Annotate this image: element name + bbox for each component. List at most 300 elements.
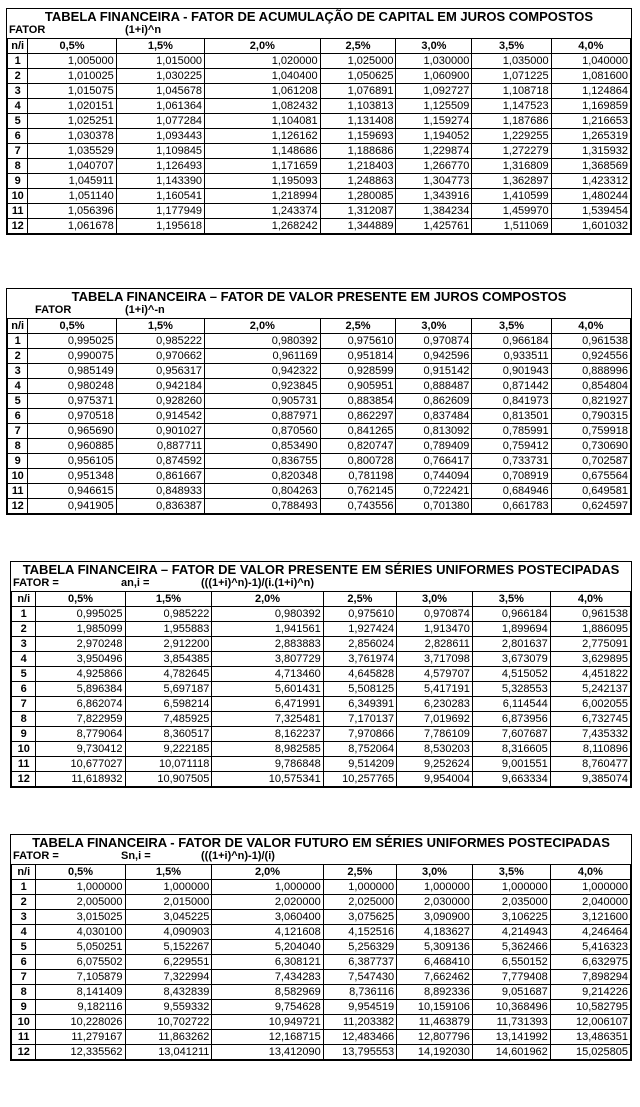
factor-cell: 1,005000 [28, 54, 116, 69]
factor-cell: 7,170137 [323, 712, 396, 727]
factor-cell: 1,266770 [396, 159, 472, 174]
table-frame [10, 834, 632, 1061]
factor-cell: 0,813501 [472, 409, 551, 424]
factor-cell: 0,883854 [320, 394, 396, 409]
factor-cell: 1,040707 [28, 159, 116, 174]
formula-line [11, 577, 631, 591]
factor-cell: 1,092727 [396, 84, 472, 99]
factor-cell: 2,035000 [472, 895, 550, 910]
period-cell: 1 [8, 334, 28, 349]
factor-cell: 2,912200 [125, 637, 212, 652]
table-row [8, 174, 631, 189]
factor-cell: 9,252624 [397, 757, 473, 772]
factor-cell: 1,384234 [396, 204, 472, 219]
factor-cell: 0,744094 [396, 469, 472, 484]
factor-cell: 0,942322 [205, 364, 321, 379]
factor-cell: 5,697187 [125, 682, 212, 697]
table-title: TABELA FINANCEIRA – FATOR DE VALOR PRESENTE EM JUROS COMPOSTOS [71, 289, 567, 304]
factor-cell: 9,954004 [397, 772, 473, 787]
factor-cell: 1,423312 [551, 174, 630, 189]
table-row [12, 985, 631, 1000]
table-row [12, 607, 631, 622]
period-cell: 11 [8, 484, 28, 499]
factor-cell: 0,946615 [28, 484, 116, 499]
factor-cell: 4,030100 [36, 925, 125, 940]
factor-cell: 12,006107 [550, 1015, 630, 1030]
table-row [8, 349, 631, 364]
table-row [8, 219, 631, 234]
factor-cell: 1,076891 [320, 84, 396, 99]
factor-cell: 1,020000 [205, 54, 321, 69]
factor-cell: 4,782645 [125, 667, 212, 682]
factor-cell: 0,980392 [205, 334, 321, 349]
factor-cell: 0,887711 [116, 439, 204, 454]
factor-cell: 0,942184 [116, 379, 204, 394]
table-present-value-factor [6, 288, 632, 515]
factor-cell: 9,385074 [550, 772, 630, 787]
table-frame [6, 288, 632, 515]
factor-cell: 0,624597 [551, 499, 630, 514]
factor-cell: 14,601962 [472, 1045, 550, 1060]
factor-cell: 0,888487 [396, 379, 472, 394]
factor-cell: 1,425761 [396, 219, 472, 234]
factor-cell: 0,821927 [551, 394, 630, 409]
factor-cell: 2,030000 [397, 895, 473, 910]
factor-cell: 0,985222 [125, 607, 212, 622]
rate-header: 2,0% [212, 592, 323, 607]
factor-cell: 7,786109 [397, 727, 473, 742]
table-row [8, 409, 631, 424]
factor-cell: 5,362466 [472, 940, 550, 955]
factor-cell: 2,025000 [323, 895, 396, 910]
factor-cell: 0,923845 [205, 379, 321, 394]
factor-cell: 1,362897 [472, 174, 551, 189]
period-header: n/i [12, 592, 36, 607]
factor-cell: 2,020000 [212, 895, 323, 910]
factor-cell: 1,000000 [212, 880, 323, 895]
period-cell: 1 [8, 54, 28, 69]
factor-cell: 0,766417 [396, 454, 472, 469]
rate-header: 1,5% [125, 592, 212, 607]
table-row [8, 204, 631, 219]
table-row [8, 99, 631, 114]
rate-header: 3,5% [472, 592, 550, 607]
factor-cell: 1,082432 [205, 99, 321, 114]
factor-cell: 0,965690 [28, 424, 116, 439]
factor-cell: 9,559332 [125, 1000, 212, 1015]
factor-cell: 1,109845 [116, 144, 204, 159]
factor-label: FATOR = [13, 577, 59, 589]
factor-cell: 0,980392 [212, 607, 323, 622]
rate-header: 4,0% [551, 39, 630, 54]
factor-cell: 9,514209 [323, 757, 396, 772]
factor-cell: 1,000000 [36, 880, 125, 895]
factor-cell: 0,702587 [551, 454, 630, 469]
factor-cell: 0,861667 [116, 469, 204, 484]
factor-cell: 1,030225 [116, 69, 204, 84]
factor-cell: 0,960885 [28, 439, 116, 454]
factor-cell: 5,896384 [36, 682, 125, 697]
table-future-value-series [10, 834, 632, 1061]
factor-cell: 6,349391 [323, 697, 396, 712]
table-row [8, 84, 631, 99]
factor-cell: 0,870560 [205, 424, 321, 439]
period-cell: 5 [8, 394, 28, 409]
factor-cell: 1,103813 [320, 99, 396, 114]
factor-cell: 11,463879 [397, 1015, 473, 1030]
factor-cell: 2,856024 [323, 637, 396, 652]
period-cell: 11 [12, 757, 36, 772]
factor-cell: 1,000000 [472, 880, 550, 895]
period-cell: 9 [8, 454, 28, 469]
factor-cell: 1,229255 [472, 129, 551, 144]
factor-cell: 12,483466 [323, 1030, 396, 1045]
table-row [8, 439, 631, 454]
period-cell: 11 [8, 204, 28, 219]
table-title: TABELA FINANCEIRA - FATOR DE ACUMULAÇÃO DE CAPITAL EM JUROS COMPOSTOS [44, 9, 594, 24]
factor-cell: 0,785991 [472, 424, 551, 439]
factor-cell: 0,701380 [396, 499, 472, 514]
period-cell: 10 [8, 469, 28, 484]
period-cell: 5 [12, 940, 36, 955]
factor-cell: 12,335562 [36, 1045, 125, 1060]
factor-cell: 4,451822 [550, 667, 630, 682]
period-cell: 4 [8, 379, 28, 394]
factor-cell: 10,677027 [36, 757, 125, 772]
factor-cell: 1,188686 [320, 144, 396, 159]
factor-cell: 7,662462 [397, 970, 473, 985]
table-row [8, 334, 631, 349]
period-cell: 6 [8, 409, 28, 424]
table-frame [10, 561, 632, 788]
factor-cell: 5,152267 [125, 940, 212, 955]
factor-cell: 1,218994 [205, 189, 321, 204]
factor-cell: 0,914542 [116, 409, 204, 424]
factor-cell: 4,925866 [36, 667, 125, 682]
factor-cell: 1,941561 [212, 622, 323, 637]
period-cell: 6 [12, 955, 36, 970]
rate-header: 4,0% [551, 319, 630, 334]
factor-cell: 12,807796 [397, 1030, 473, 1045]
period-cell: 8 [12, 712, 36, 727]
factor-cell: 1,272279 [472, 144, 551, 159]
factor-cell: 1,195093 [205, 174, 321, 189]
factor-cell: 1,015075 [28, 84, 116, 99]
factor-cell: 4,515052 [472, 667, 550, 682]
factor-cell: 15,025805 [550, 1045, 630, 1060]
factor-cell: 1,035000 [472, 54, 551, 69]
factor-cell: 1,459970 [472, 204, 551, 219]
period-cell: 4 [12, 652, 36, 667]
factor-cell: 0,975610 [323, 607, 396, 622]
factor-cell: 5,417191 [397, 682, 473, 697]
factor-cell: 0,956317 [116, 364, 204, 379]
factor-cell: 0,789409 [396, 439, 472, 454]
period-cell: 6 [8, 129, 28, 144]
factor-cell: 1,081600 [551, 69, 630, 84]
factor-cell: 6,468410 [397, 955, 473, 970]
table-row [8, 54, 631, 69]
factor-cell: 1,060900 [396, 69, 472, 84]
table-row [12, 697, 631, 712]
factor-cell: 7,105879 [36, 970, 125, 985]
period-cell: 1 [12, 607, 36, 622]
factor-cell: 0,966184 [472, 334, 551, 349]
factor-cell: 8,360517 [125, 727, 212, 742]
factor-cell: 9,663334 [472, 772, 550, 787]
factor-cell: 8,752064 [323, 742, 396, 757]
factor-cell: 8,582969 [212, 985, 323, 1000]
factor-cell: 0,901943 [472, 364, 551, 379]
factor-cell: 10,071118 [125, 757, 212, 772]
period-cell: 9 [12, 727, 36, 742]
factor-cell: 9,730412 [36, 742, 125, 757]
table-row [8, 364, 631, 379]
factor-cell: 1,899694 [472, 622, 550, 637]
factor-cell: 0,800728 [320, 454, 396, 469]
factor-cell: 11,731393 [472, 1015, 550, 1030]
factor-cell: 11,279167 [36, 1030, 125, 1045]
table-row [12, 682, 631, 697]
factor-cell: 1,248863 [320, 174, 396, 189]
table-row [12, 637, 631, 652]
factor-cell: 11,618932 [36, 772, 125, 787]
factor-cell: 0,841265 [320, 424, 396, 439]
factor-cell: 4,214943 [472, 925, 550, 940]
factor-table [7, 318, 631, 514]
factor-cell: 1,886095 [550, 622, 630, 637]
period-cell: 9 [8, 174, 28, 189]
rate-header: 3,5% [472, 865, 550, 880]
factor-cell: 11,203382 [323, 1015, 396, 1030]
factor-cell: 1,000000 [125, 880, 212, 895]
factor-cell: 7,547430 [323, 970, 396, 985]
factor-cell: 0,995025 [28, 334, 116, 349]
factor-cell: 1,171659 [205, 159, 321, 174]
factor-cell: 1,169859 [551, 99, 630, 114]
factor-cell: 0,905731 [205, 394, 321, 409]
table-row [8, 114, 631, 129]
factor-cell: 1,061678 [28, 219, 116, 234]
factor-cell: 1,010025 [28, 69, 116, 84]
factor-cell: 1,000000 [323, 880, 396, 895]
factor-cell: 1,045678 [116, 84, 204, 99]
factor-cell: 1,148686 [205, 144, 321, 159]
table-row [8, 394, 631, 409]
factor-table [7, 38, 631, 234]
table-row [8, 129, 631, 144]
factor-cell: 3,106225 [472, 910, 550, 925]
factor-cell: 1,025000 [320, 54, 396, 69]
factor-cell: 6,308121 [212, 955, 323, 970]
factor-cell: 3,717098 [397, 652, 473, 667]
factor-cell: 14,192030 [397, 1045, 473, 1060]
rate-header: 2,5% [323, 592, 396, 607]
period-cell: 3 [12, 910, 36, 925]
rate-header: 3,5% [472, 319, 551, 334]
factor-cell: 0,970874 [396, 334, 472, 349]
factor-cell: 0,781198 [320, 469, 396, 484]
factor-cell: 1,480244 [551, 189, 630, 204]
factor-cell: 0,970874 [397, 607, 473, 622]
factor-cell: 13,141992 [472, 1030, 550, 1045]
formula-line [11, 850, 631, 864]
table-row [12, 667, 631, 682]
factor-cell: 7,607687 [472, 727, 550, 742]
factor-cell: 0,874592 [116, 454, 204, 469]
factor-cell: 4,645828 [323, 667, 396, 682]
period-cell: 11 [12, 1030, 36, 1045]
factor-cell: 4,090903 [125, 925, 212, 940]
period-cell: 5 [8, 114, 28, 129]
factor-cell: 1,243374 [205, 204, 321, 219]
table-row [12, 712, 631, 727]
factor-cell: 0,928599 [320, 364, 396, 379]
period-cell: 9 [12, 1000, 36, 1015]
table-row [12, 772, 631, 787]
factor-cell: 0,888996 [551, 364, 630, 379]
period-cell: 12 [12, 1045, 36, 1060]
factor-cell: 1,344889 [320, 219, 396, 234]
factor-cell: 8,982585 [212, 742, 323, 757]
factor-cell: 9,051687 [472, 985, 550, 1000]
factor-cell: 7,779408 [472, 970, 550, 985]
table-row [8, 499, 631, 514]
period-cell: 12 [8, 499, 28, 514]
factor-cell: 7,898294 [550, 970, 630, 985]
factor-cell: 3,950496 [36, 652, 125, 667]
factor-cell: 13,041211 [125, 1045, 212, 1060]
factor-cell: 5,204040 [212, 940, 323, 955]
factor-cell: 1,187686 [472, 114, 551, 129]
factor-cell: 0,862609 [396, 394, 472, 409]
factor-cell: 3,015025 [36, 910, 125, 925]
table-row [8, 189, 631, 204]
factor-cell: 1,177949 [116, 204, 204, 219]
factor-cell: 13,486351 [550, 1030, 630, 1045]
factor-cell: 3,807729 [212, 652, 323, 667]
rate-header: 3,5% [472, 39, 551, 54]
table-row [12, 742, 631, 757]
factor-cell: 3,854385 [125, 652, 212, 667]
factor-cell: 0,975371 [28, 394, 116, 409]
rate-header: 0,5% [28, 39, 116, 54]
factor-cell: 3,060400 [212, 910, 323, 925]
factor-cell: 6,229551 [125, 955, 212, 970]
formula-line [7, 304, 631, 318]
table-row [12, 652, 631, 667]
factor-cell: 1,071225 [472, 69, 551, 84]
factor-cell: 1,927424 [323, 622, 396, 637]
factor-cell: 0,759412 [472, 439, 551, 454]
factor-cell: 1,265319 [551, 129, 630, 144]
factor-cell: 4,246464 [550, 925, 630, 940]
factor-cell: 1,955883 [125, 622, 212, 637]
factor-cell: 1,601032 [551, 219, 630, 234]
factor-cell: 1,159693 [320, 129, 396, 144]
rate-header: 2,0% [212, 865, 323, 880]
factor-cell: 1,316809 [472, 159, 551, 174]
factor-cell: 5,416323 [550, 940, 630, 955]
factor-cell: 1,025251 [28, 114, 116, 129]
factor-formula: (((1+i)^n)-1)/(i.(1+i)^n) [201, 577, 315, 589]
period-cell: 3 [8, 364, 28, 379]
factor-cell: 0,924556 [551, 349, 630, 364]
factor-cell: 0,933511 [472, 349, 551, 364]
factor-cell: 0,848933 [116, 484, 204, 499]
factor-cell: 0,970662 [116, 349, 204, 364]
factor-cell: 0,980248 [28, 379, 116, 394]
factor-cell: 1,913470 [397, 622, 473, 637]
table-present-value-series [10, 561, 632, 788]
factor-cell: 0,708919 [472, 469, 551, 484]
factor-cell: 9,754628 [212, 1000, 323, 1015]
table-row [8, 424, 631, 439]
table-row [12, 955, 631, 970]
factor-cell: 8,316605 [472, 742, 550, 757]
factor-cell: 1,304773 [396, 174, 472, 189]
factor-cell: 1,368569 [551, 159, 630, 174]
rate-header: 3,0% [397, 592, 473, 607]
rate-header: 4,0% [550, 592, 630, 607]
period-cell: 10 [8, 189, 28, 204]
table-row [12, 925, 631, 940]
factor-cell: 5,256329 [323, 940, 396, 955]
factor-cell: 1,160541 [116, 189, 204, 204]
factor-cell: 1,104081 [205, 114, 321, 129]
period-cell: 12 [12, 772, 36, 787]
factor-cell: 3,075625 [323, 910, 396, 925]
factor-cell: 1,108718 [472, 84, 551, 99]
factor-cell: 0,841973 [472, 394, 551, 409]
table-row [8, 484, 631, 499]
factor-cell: 1,143390 [116, 174, 204, 189]
factor-cell: 1,000000 [397, 880, 473, 895]
factor-cell: 0,837484 [396, 409, 472, 424]
factor-cell: 1,126493 [116, 159, 204, 174]
factor-cell: 7,322994 [125, 970, 212, 985]
period-cell: 8 [8, 159, 28, 174]
factor-cell: 1,030378 [28, 129, 116, 144]
factor-cell: 5,508125 [323, 682, 396, 697]
factor-cell: 7,435332 [550, 727, 630, 742]
factor-cell: 2,005000 [36, 895, 125, 910]
table-row [8, 469, 631, 484]
factor-cell: 6,598214 [125, 697, 212, 712]
factor-cell: 3,121600 [550, 910, 630, 925]
factor-cell: 6,002055 [550, 697, 630, 712]
period-cell: 7 [12, 970, 36, 985]
rate-header: 3,0% [396, 319, 472, 334]
table-row [12, 970, 631, 985]
factor-cell: 5,328553 [472, 682, 550, 697]
factor-cell: 0,743556 [320, 499, 396, 514]
factor-cell: 0,820747 [320, 439, 396, 454]
factor-cell: 1,093443 [116, 129, 204, 144]
factor-symbol: Sn,i = [121, 850, 151, 862]
factor-cell: 3,629895 [550, 652, 630, 667]
factor-cell: 1,045911 [28, 174, 116, 189]
factor-cell: 1,229874 [396, 144, 472, 159]
table-row [12, 1015, 631, 1030]
rate-header: 3,0% [396, 39, 472, 54]
factor-cell: 0,961538 [550, 607, 630, 622]
factor-formula: (1+i)^-n [125, 304, 165, 316]
factor-cell: 1,218403 [320, 159, 396, 174]
factor-cell: 6,075502 [36, 955, 125, 970]
factor-cell: 2,828611 [397, 637, 473, 652]
factor-symbol: an,i = [121, 577, 150, 589]
